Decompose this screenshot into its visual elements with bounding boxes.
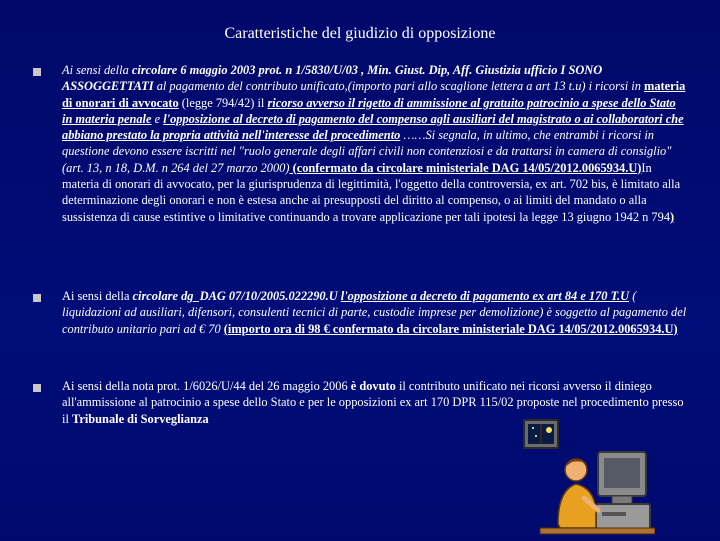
p1-text-c: al pagamento del contributo unificato,(importo pari allo scaglione lettera a art 13 t.u) i ricorsi in [153, 79, 645, 94]
p2-importo-98: (importo ora di 98 € confermato da circolare ministeriale DAG 14/05/2012.0065934.U) [223, 321, 678, 336]
slide-title: Caratteristiche del giudizio di opposizione [224, 25, 496, 42]
p2-circolare-ref: circolare dg_DAG 07/10/2005.022290.U [132, 289, 338, 303]
p3-text-a: Ai sensi della nota prot. 1/6026/U/44 del 26 maggio 2006 [62, 379, 351, 393]
p3-e-dovuto: è dovuto [350, 379, 396, 393]
p2-text-e: ( liquidazioni ad ausiliari, difensori, consulenti tecnici di parte, custodie imprese per demolizione) è soggetto al pagamento del contributo unitario pari ad € 70 [62, 289, 687, 336]
p1-confermato-circolare: (confermato da circolare ministeriale DAG 14/05/2012.0065934.U) [289, 160, 642, 175]
p3-text-c: il contributo unificato nei ricorsi avverso il diniego all'ammissione al patrocinio a spese dello Stato e per le opposizioni ex art 170 DPR 115/02 proposte nel procedimento presso il [62, 379, 684, 426]
p1-circolare-ref: circolare 6 maggio 2003 prot. n 1/5830/U/03 , Min. Giust. Dip, Aff. Giustizia ufficio I SONO ASSOGGETTATI [62, 63, 603, 94]
p1-text-a: Ai sensi della [62, 63, 132, 77]
p1-ricorso-rigetto: ricorso avverso il rigetto di ammissione al gratuito patrocinio a spese dello Stato in materia penale [62, 95, 676, 126]
p1-text-i: ……Si segnala, in ultimo, che entrambi i ricorsi in questione devono essere iscritti nel "ruolo generale degli affari civili non contenziosi e da trattarsi in camera di consiglio" (art. 13, n 18, D.M. n 264 del 27 marzo 2000) [62, 128, 672, 175]
paragraph-circolare-2005 [62, 288, 687, 337]
p1-text-g: e [151, 111, 164, 126]
person-at-computer-clipart [500, 414, 655, 536]
paragraph-circolare-2003 [62, 62, 687, 225]
bullet-square-icon [32, 67, 42, 77]
p2-opposizione-decreto: l'opposizione a decreto di pagamento ex art 84 e 170 T.U [340, 289, 630, 303]
bullet-square-icon [32, 293, 42, 303]
p1-text-k: In materia di onorari di avvocato, per la giurisprudenza di legittimità, l'oggetto della controversia, ex art. 702 bis, è limitato alla determinazione degli onorari e non è estesa anche ai presupposti del diritto al compenso, o ai limiti del mandato o alla sussistenza di cause estintive o limitative continuando a trovare applicazione per tali ipotesi la legge 13 giugno 1942 n 794 [62, 160, 681, 224]
p1-onorari-avvocato: materia di onorari di avvocato [62, 79, 686, 110]
p3-tribunale-sorveglianza: Tribunale di Sorveglianza [71, 411, 209, 426]
p2-text-a: Ai sensi della [62, 289, 133, 303]
p1-opposizione-decreto: l'opposizione al decreto di pagamento del compenso agli ausiliari del magistrato o ai collaboratori che abbiano prestato la propria attività nell'interesse del procedimento [62, 111, 684, 143]
p1-text-e: (legge 794/42) il [178, 95, 268, 110]
p1-text-l: ) [670, 209, 675, 224]
bullet-square-icon [32, 383, 42, 393]
